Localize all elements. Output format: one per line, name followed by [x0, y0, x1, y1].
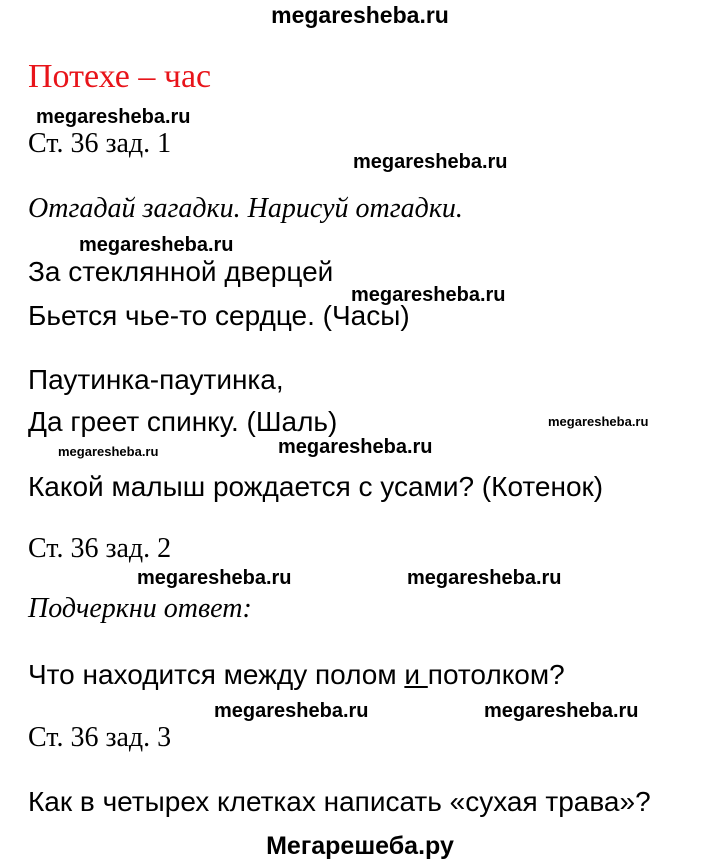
- watermark: megaresheba.ru: [353, 151, 508, 173]
- riddle1-line2: Бьется чье-то сердце. (Часы): [28, 300, 410, 331]
- task3-reference: Ст. 36 зад. 3: [28, 722, 172, 753]
- question-underlined-answer: и: [404, 659, 428, 690]
- watermark: megaresheba.ru: [214, 700, 369, 722]
- watermark: megaresheba.ru: [36, 106, 191, 128]
- task2-instruction: Подчеркни ответ:: [28, 593, 252, 624]
- question-text-before: Что находится между полом: [28, 659, 405, 690]
- task2-reference: Ст. 36 зад. 2: [28, 533, 172, 564]
- question-text-after: потолком?: [427, 659, 565, 690]
- task1-instruction: Отгадай загадки. Нарисуй отгадки.: [28, 193, 463, 224]
- watermark: megaresheba.ru: [548, 414, 649, 429]
- riddle2-line2: Да греет спинку. (Шаль): [28, 406, 338, 437]
- watermark: megaresheba.ru: [58, 444, 159, 459]
- watermark-bottom: Мегарешеба.ру: [266, 832, 454, 860]
- task1-reference: Ст. 36 зад. 1: [28, 128, 172, 159]
- watermark: megaresheba.ru: [407, 567, 562, 589]
- task3-question: Как в четырех клетках написать «сухая трава»?: [28, 786, 651, 817]
- task2-question: [28, 659, 565, 691]
- watermark-top: megaresheba.ru: [271, 2, 449, 28]
- watermark: megaresheba.ru: [137, 567, 292, 589]
- riddle2-line1: Паутинка-паутинка,: [28, 364, 284, 395]
- watermark: megaresheba.ru: [484, 700, 639, 722]
- watermark: megaresheba.ru: [278, 436, 433, 458]
- watermark: megaresheba.ru: [79, 234, 234, 256]
- riddle1-line1: За стеклянной дверцей: [28, 256, 334, 287]
- riddle3: Какой малыш рождается с усами? (Котенок): [28, 471, 604, 502]
- watermark: megaresheba.ru: [351, 284, 506, 306]
- page-title: Потехе – час: [28, 58, 212, 95]
